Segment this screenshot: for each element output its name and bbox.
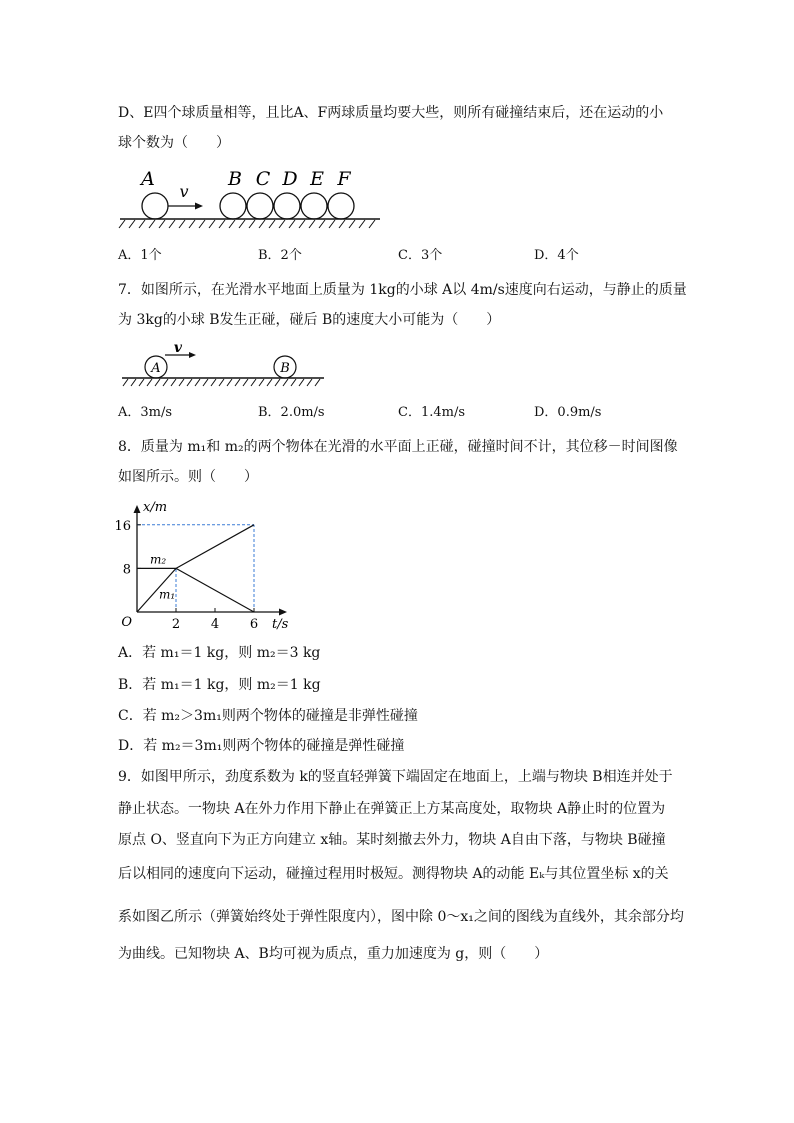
x-tick-label-4: 4 — [210, 617, 220, 632]
q7-label-b: B — [280, 361, 290, 376]
q9-text-line5: 系如图乙所示（弹簧始终处于弹性限度内），图中除 0～x₁之间的图线为直线外，其余部分均 — [118, 909, 684, 925]
q6-text-line1: D、E四个球质量相等，且比A、F两球质量均要大些，则所有碰撞结束后，还在运动的小 — [118, 105, 664, 121]
q7-text-line2: 为 3kg的小球 B发生正碰，碰后 B的速度大小可能为（ ） — [118, 312, 501, 328]
q6-ball-d — [274, 193, 300, 219]
q6-ball-a — [142, 193, 168, 219]
q7-velocity-arrow-head — [189, 352, 196, 358]
q6-figure — [115, 165, 385, 235]
q9-text-line6: 为曲线。已知物块 A、B均可视为质点，重力加速度为 g，则（ ） — [118, 946, 549, 962]
q9-text-line4: 后以相同的速度向下运动，碰撞过程用时极短。测得物块 A的动能 Eₖ与其位置坐标 x的关 — [118, 866, 669, 882]
series-1-segment-2 — [176, 568, 254, 612]
q8-text-line1: 8．质量为 m₁和 m₂的两个物体在光滑的水平面上正碰，碰撞时间不计，其位移－时间图像 — [118, 439, 678, 455]
q6-label-d: D — [282, 168, 298, 190]
q7-option-b: B．2.0m/s — [258, 405, 325, 420]
series-label-m1: m₁ — [159, 587, 176, 602]
q9-text-line1: 9．如图甲所示，劲度系数为 k的竖直轻弹簧下端固定在地面上，上端与物块 B相连并处于 — [118, 769, 673, 785]
q7-option-a: A．3m/s — [118, 405, 173, 420]
series-2-segment-2 — [176, 525, 254, 569]
q6-ball-f — [328, 193, 354, 219]
y-tick-label-8: 8 — [122, 562, 131, 578]
q6-option-c: C．3个 — [398, 248, 443, 263]
q6-text-line2: 球个数为（ ） — [118, 135, 230, 151]
q6-option-a: A．1个 — [118, 248, 162, 263]
q6-velocity-arrow-head — [195, 203, 203, 210]
origin-label: O — [121, 615, 132, 630]
q6-ground-hatch — [119, 220, 375, 228]
q6-label-e: E — [310, 168, 324, 190]
q8-option-a: A．若 m₁＝1 kg，则 m₂＝3 kg — [118, 645, 321, 661]
q8-option-c: C．若 m₂＞3m₁则两个物体的碰撞是非弹性碰撞 — [118, 708, 418, 724]
q7-options — [118, 403, 678, 423]
q7-text-line1: 7．如图所示，在光滑水平地面上质量为 1kg的小球 A以 4m/s速度向右运动，与静止的质量 — [118, 282, 687, 298]
q8-option-b: B．若 m₁＝1 kg，则 m₂＝1 kg — [118, 677, 321, 693]
q9-text-line2: 静止状态。一物块 A在外力作用下静止在弹簧正上方某高度处，取物块 A静止时的位置为 — [118, 801, 666, 817]
series-label-m2: m₂ — [150, 552, 167, 567]
y-axis-arrow — [134, 505, 141, 513]
q6-label-a: A — [141, 168, 155, 190]
q6-option-b: B．2个 — [258, 248, 302, 263]
x-tick-label-6: 6 — [249, 617, 259, 632]
q8-xt-graph — [112, 496, 302, 634]
q9-text-line3: 原点 O、竖直向下为正方向建立 x轴。某时刻撤去外力，物块 A自由下落，与物块 B碰撞 — [118, 832, 666, 848]
q8-option-d: D．若 m₂＝3m₁则两个物体的碰撞是弹性碰撞 — [118, 738, 405, 754]
q6-label-b: B — [228, 168, 242, 190]
q7-label-v: v — [173, 340, 183, 356]
x-tick-label-2: 2 — [171, 617, 181, 632]
q6-label-v: v — [179, 182, 189, 201]
q7-option-d: D．0.9m/s — [534, 405, 602, 420]
q8-text-line2: 如图所示。则（ ） — [118, 469, 258, 485]
q7-figure — [118, 338, 330, 393]
q6-option-d: D．4个 — [534, 248, 579, 263]
q6-label-c: C — [255, 168, 271, 190]
y-axis-label: x/m — [143, 500, 168, 515]
q6-label-f: F — [337, 168, 351, 190]
q6-ball-e — [301, 193, 327, 219]
y-tick-label-16: 16 — [114, 518, 131, 534]
q7-ground-hatch — [123, 379, 320, 386]
q6-ball-c — [247, 193, 273, 219]
q6-options — [118, 246, 678, 266]
x-axis-arrow — [279, 609, 287, 616]
q7-label-a: A — [151, 361, 161, 376]
q6-ball-b — [220, 193, 246, 219]
q7-option-c: C．1.4m/s — [398, 405, 465, 420]
x-axis-label: t/s — [272, 617, 289, 632]
